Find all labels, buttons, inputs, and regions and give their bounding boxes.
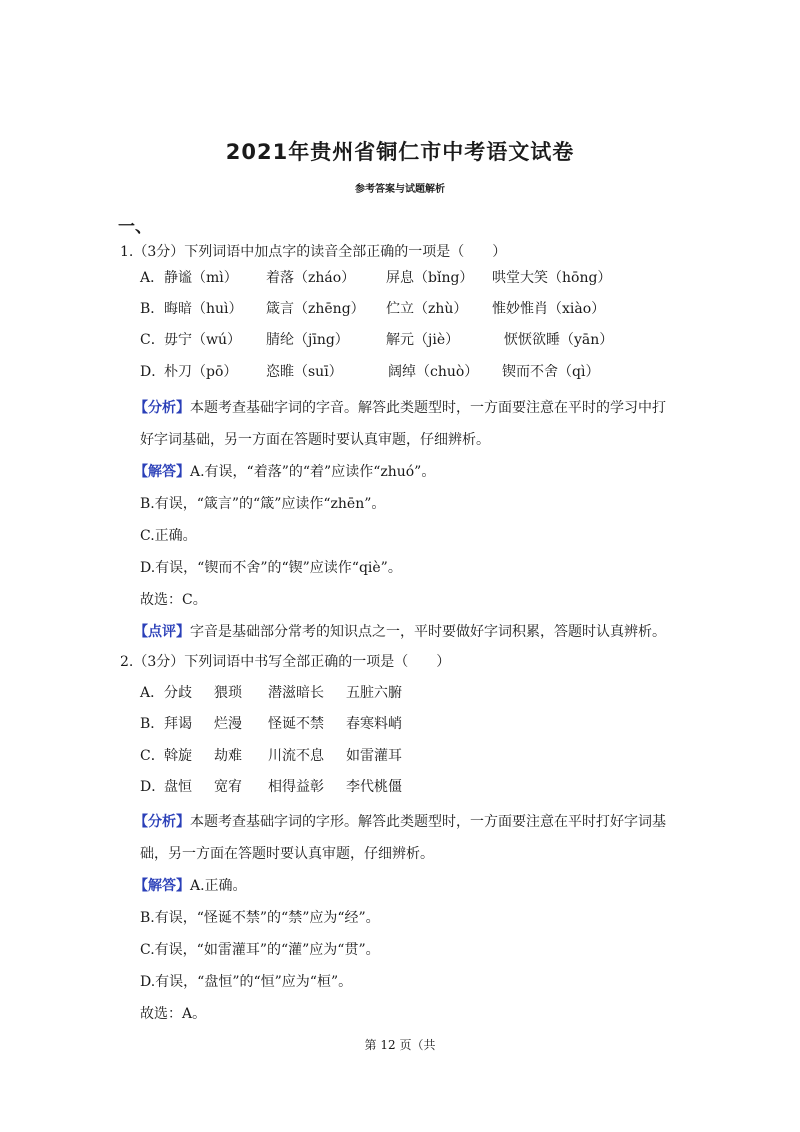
option-item: 晦暗（huì）	[164, 301, 243, 317]
question-1-option-b	[140, 299, 760, 319]
option-label: C．	[140, 748, 165, 764]
answer-text: A.正确。	[190, 878, 247, 894]
option-label: D．	[140, 364, 166, 380]
option-item: 箴言（zhēng）	[266, 301, 365, 317]
option-item: 恹恹欲睡（yān）	[504, 332, 614, 348]
option-item: 斡旋	[164, 748, 192, 764]
question-2-analysis-cont: 础，另一方面在答题时要认真审题，仔细辨析。	[140, 846, 434, 862]
question-2-stem: 2.（3分）下列词语中书写全部正确的一项是（ ）	[120, 654, 451, 670]
option-label: B．	[140, 301, 165, 317]
comment-tag: 【点评】	[134, 624, 190, 640]
question-2-answer-c: C.有误，“如雷灌耳”的“灌”应为“贯”。	[140, 942, 380, 958]
question-2-option-d	[140, 777, 560, 797]
question-2-option-a	[140, 683, 560, 703]
option-item: 盘恒	[164, 779, 192, 795]
question-1-option-a	[140, 268, 760, 288]
option-item: 拜谒	[164, 716, 192, 732]
question-2-answer-b: B.有误，“怪诞不禁”的“禁”应为“经”。	[140, 910, 380, 926]
option-item: 相得益彰	[268, 779, 324, 795]
option-item: 着落（zháo）	[266, 270, 356, 286]
option-label: C．	[140, 332, 165, 348]
page-footer: 第 12 页（共	[364, 1038, 436, 1052]
option-item: 腈纶（jīng）	[266, 332, 349, 348]
question-2-choice: 故选：A。	[140, 1006, 207, 1022]
option-item: 川流不息	[268, 748, 324, 764]
option-item: 怪诞不禁	[268, 716, 324, 732]
option-item: 静谧（mì）	[164, 270, 238, 286]
option-item: 阔绰（chuò）	[388, 364, 479, 380]
page-title: 2021年贵州省铜仁市中考语文试卷	[225, 140, 575, 164]
question-1-answer-c: C.正确。	[140, 528, 197, 544]
question-1-answer-b: B.有误，“箴言”的“箴”应读作“zhēn”。	[140, 496, 386, 512]
option-item: 春寒料峭	[346, 716, 402, 732]
question-2-option-c	[140, 746, 560, 766]
option-item: 惟妙惟肖（xiào）	[492, 301, 606, 317]
option-item: 如雷灌耳	[346, 748, 402, 764]
analysis-tag: 【分析】	[134, 400, 190, 416]
option-item: 五脏六腑	[346, 685, 402, 701]
option-item: 潜滋暗长	[268, 685, 324, 701]
question-1-analysis-cont: 好字词基础，另一方面在答题时要认真审题，仔细辨析。	[140, 432, 490, 448]
option-item: 伫立（zhù）	[386, 301, 468, 317]
question-2-answer	[134, 876, 247, 896]
option-item: 屏息（bǐng）	[386, 270, 474, 286]
option-item: 哄堂大笑（hōng）	[492, 270, 612, 286]
section-heading: 一、	[118, 217, 152, 237]
question-1-option-d	[140, 362, 760, 382]
option-item: 恣睢（suī）	[266, 364, 343, 380]
option-label: D．	[140, 779, 166, 795]
option-item: 烂漫	[214, 716, 242, 732]
option-label: A．	[140, 685, 165, 701]
answer-tag: 【解答】	[134, 464, 190, 480]
question-1-option-c	[140, 330, 760, 350]
analysis-text: 本题考查基础字词的字音。解答此类题型时，一方面要注意在平时的学习中打	[190, 400, 666, 416]
question-2-analysis	[134, 812, 666, 832]
option-item: 分歧	[164, 685, 192, 701]
option-item: 解元（jiè）	[386, 332, 460, 348]
option-label: B．	[140, 716, 165, 732]
option-item: 毋宁（wú）	[164, 332, 241, 348]
question-2-option-b	[140, 714, 560, 734]
question-2-answer-d: D.有误，“盘恒”的“恒”应为“桓”。	[140, 974, 353, 990]
question-1-answer-d: D.有误，“锲而不舍”的“锲”应读作“qiè”。	[140, 560, 402, 576]
question-1-comment	[134, 622, 666, 642]
question-1-choice: 故选：C。	[140, 592, 207, 608]
question-1-analysis	[134, 398, 666, 418]
option-label: A．	[140, 270, 165, 286]
comment-text: 字音是基础部分常考的知识点之一，平时要做好字词积累，答题时认真辨析。	[190, 624, 666, 640]
option-item: 猥琐	[214, 685, 242, 701]
analysis-tag: 【分析】	[134, 814, 190, 830]
analysis-text: 本题考查基础字词的字形。解答此类题型时，一方面要注意在平时打好字词基	[190, 814, 666, 830]
option-item: 锲而不舍（qì）	[502, 364, 600, 380]
question-1-stem: 1.（3分）下列词语中加点字的读音全部正确的一项是（ ）	[120, 244, 507, 260]
answer-tag: 【解答】	[134, 878, 190, 894]
option-item: 宽宥	[214, 779, 242, 795]
option-item: 李代桃僵	[346, 779, 402, 795]
answer-text: A.有误，“着落”的“着”应读作“zhuó”。	[190, 464, 436, 480]
question-1-answer	[134, 462, 435, 482]
option-item: 朴刀（pō）	[164, 364, 238, 380]
option-item: 劫难	[214, 748, 242, 764]
page-subtitle: 参考答案与试题解析	[355, 184, 445, 195]
